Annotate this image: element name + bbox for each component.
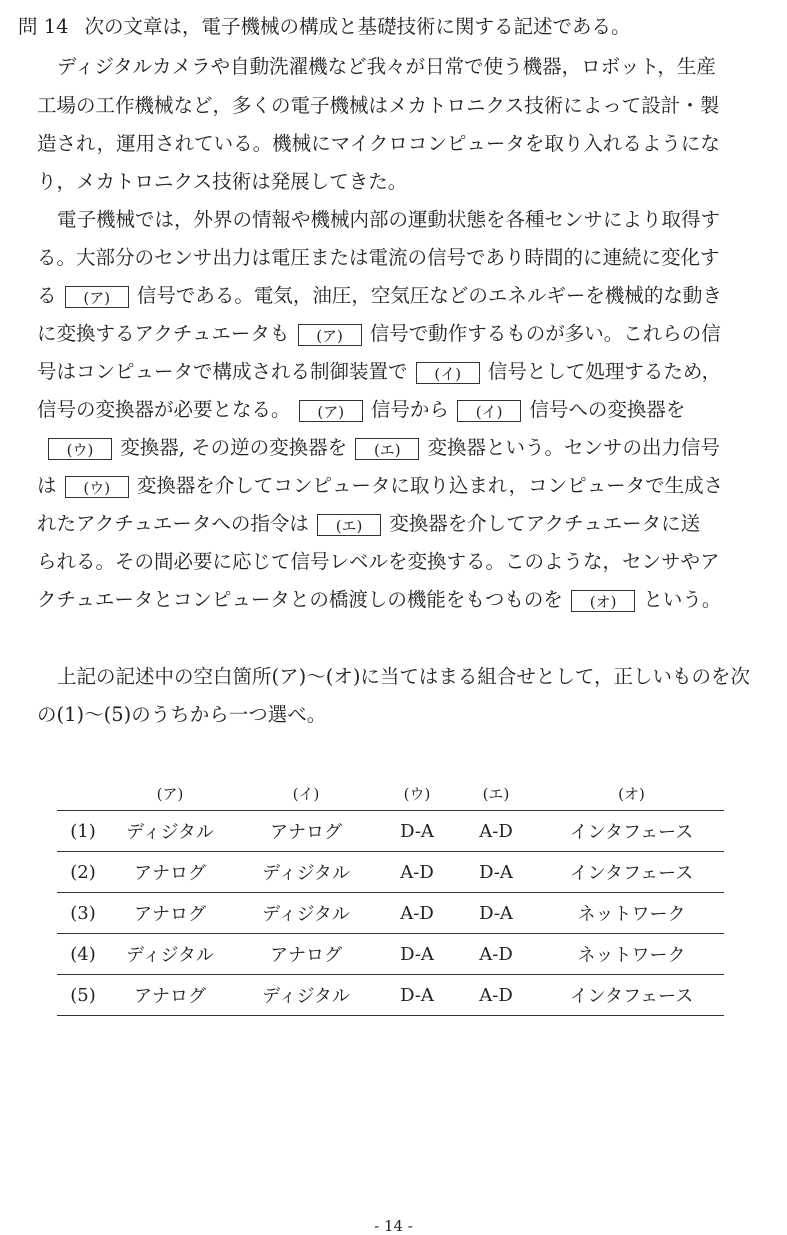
passage-text: クチュエータとコンピュータとの橋渡しの機能をもつものを — [37, 588, 563, 611]
table-cell: ネットワーク — [539, 893, 724, 934]
blank-a-box: (ア) — [299, 400, 363, 422]
table-cell: D-A — [381, 975, 453, 1016]
choice-number: (3) — [57, 893, 109, 934]
passage-text: 信号の変換器が必要となる。 — [37, 398, 291, 421]
instruction-line-1: 上記の記述中の空白箇所(ア)～(オ)に当てはまる組合せとして，正しいものを次 — [57, 665, 751, 688]
table-cell: アナログ — [109, 893, 231, 934]
table-cell: アナログ — [231, 934, 381, 975]
passage-text: 信号で動作するものが多い。これらの信 — [369, 322, 721, 345]
instruction-line-2: の(1)～(5)のうちから一つ選べ。 — [37, 703, 327, 726]
table-cell: A-D — [381, 852, 453, 893]
table-row — [57, 893, 724, 934]
table-row — [57, 852, 724, 893]
passage-line-3: 造され，運用されている。機械にマイクロコンピュータを取り入れるようにな — [37, 132, 720, 155]
choice-number: (5) — [57, 975, 109, 1016]
blank-e-box: (エ) — [355, 438, 419, 460]
passage-line-7 — [37, 284, 722, 308]
table-header-cell: (ア) — [109, 776, 231, 811]
question-title: 次の文章は，電子機械の構成と基礎技術に関する記述である。 — [84, 15, 631, 38]
passage-line-2: 工場の工作機械など，多くの電子機械はメカトロニクス技術によって設計・製 — [37, 94, 720, 117]
table-cell: D-A — [381, 934, 453, 975]
blank-i-box: (イ) — [457, 400, 521, 422]
passage-line-9 — [37, 360, 721, 384]
passage-line-14: られる。その間必要に応じて信号レベルを変換する。このような，センサやア — [37, 550, 720, 573]
passage-line-1: ディジタルカメラや自動洗濯機など我々が日常で使う機器，ロボット，生産 — [57, 55, 716, 78]
passage-line-10 — [37, 398, 685, 422]
table-header-cell: (オ) — [539, 776, 724, 811]
passage-text: は — [37, 474, 57, 497]
passage-text: 変換器を介してコンピュータに取り込まれ，コンピュータで生成さ — [136, 474, 724, 497]
table-cell: D-A — [453, 852, 539, 893]
passage-text: 変換器, その逆の変換器を — [120, 436, 348, 459]
table-cell: アナログ — [109, 975, 231, 1016]
table-row — [57, 975, 724, 1016]
table-cell: インタフェース — [539, 811, 724, 852]
blank-o-box: (オ) — [571, 590, 635, 612]
table-cell: A-D — [453, 934, 539, 975]
table-row — [57, 811, 724, 852]
passage-line-13 — [37, 512, 700, 536]
table-cell: A-D — [453, 975, 539, 1016]
question-heading — [18, 15, 631, 39]
passage-text: る — [37, 284, 57, 307]
table-cell: D-A — [381, 811, 453, 852]
passage-text: 変換器を介してアクチュエータに送 — [389, 512, 701, 535]
choice-number: (1) — [57, 811, 109, 852]
passage-text: 信号への変換器を — [529, 398, 686, 421]
question-number: 問 14 — [18, 15, 69, 38]
passage-text: 信号として処理するため， — [487, 360, 722, 383]
table-header-cell: (エ) — [453, 776, 539, 811]
table-cell: ディジタル — [231, 852, 381, 893]
blank-e-box: (エ) — [317, 514, 381, 536]
blank-i-box: (イ) — [416, 362, 480, 384]
table-header-row — [57, 776, 724, 811]
table-cell: ディジタル — [109, 934, 231, 975]
passage-line-12 — [37, 474, 723, 498]
table-header-cell: (イ) — [231, 776, 381, 811]
blank-u-box: (ウ) — [65, 476, 129, 498]
passage-line-4: り，メカトロニクス技術は発展してきた。 — [37, 170, 408, 193]
passage-text: という。 — [643, 588, 722, 611]
table-cell: ディジタル — [109, 811, 231, 852]
table-cell: A-D — [453, 811, 539, 852]
answer-choices-table — [57, 776, 724, 1016]
table-cell: D-A — [453, 893, 539, 934]
passage-text: 変換器という。センサの出力信号 — [427, 436, 721, 459]
passage-line-8 — [37, 322, 721, 346]
choice-number: (2) — [57, 852, 109, 893]
passage-line-6: る。大部分のセンサ出力は電圧または電流の信号であり時間的に連続に変化す — [37, 246, 720, 269]
table-header-cell: (ウ) — [381, 776, 453, 811]
table-cell: A-D — [381, 893, 453, 934]
table-row — [57, 934, 724, 975]
blank-u-box: (ウ) — [48, 438, 112, 460]
passage-text: に変換するアクチュエータも — [37, 322, 290, 345]
passage-text: 信号である。電気，油圧，空気圧などのエネルギーを機械的な動き — [136, 284, 722, 307]
table-cell: ネットワーク — [539, 934, 724, 975]
table-header-cell — [57, 776, 109, 811]
table-cell: インタフェース — [539, 975, 724, 1016]
passage-text: 信号から — [370, 398, 449, 421]
table-cell: アナログ — [109, 852, 231, 893]
passage-line-5: 電子機械では，外界の情報や機械内部の運動状態を各種センサにより取得す — [57, 208, 721, 231]
table-cell: ディジタル — [231, 893, 381, 934]
table-cell: インタフェース — [539, 852, 724, 893]
table-cell: ディジタル — [231, 975, 381, 1016]
blank-a-box: (ア) — [65, 286, 129, 308]
passage-text: 号はコンピュータで構成される制御装置で — [37, 360, 408, 383]
choice-number: (4) — [57, 934, 109, 975]
passage-text: れたアクチュエータへの指令は — [37, 512, 309, 535]
blank-a-box: (ア) — [298, 324, 362, 346]
passage-line-11 — [46, 436, 720, 460]
passage-line-15 — [37, 588, 721, 612]
page-number: - 14 - — [374, 1217, 413, 1235]
table-cell: アナログ — [231, 811, 381, 852]
